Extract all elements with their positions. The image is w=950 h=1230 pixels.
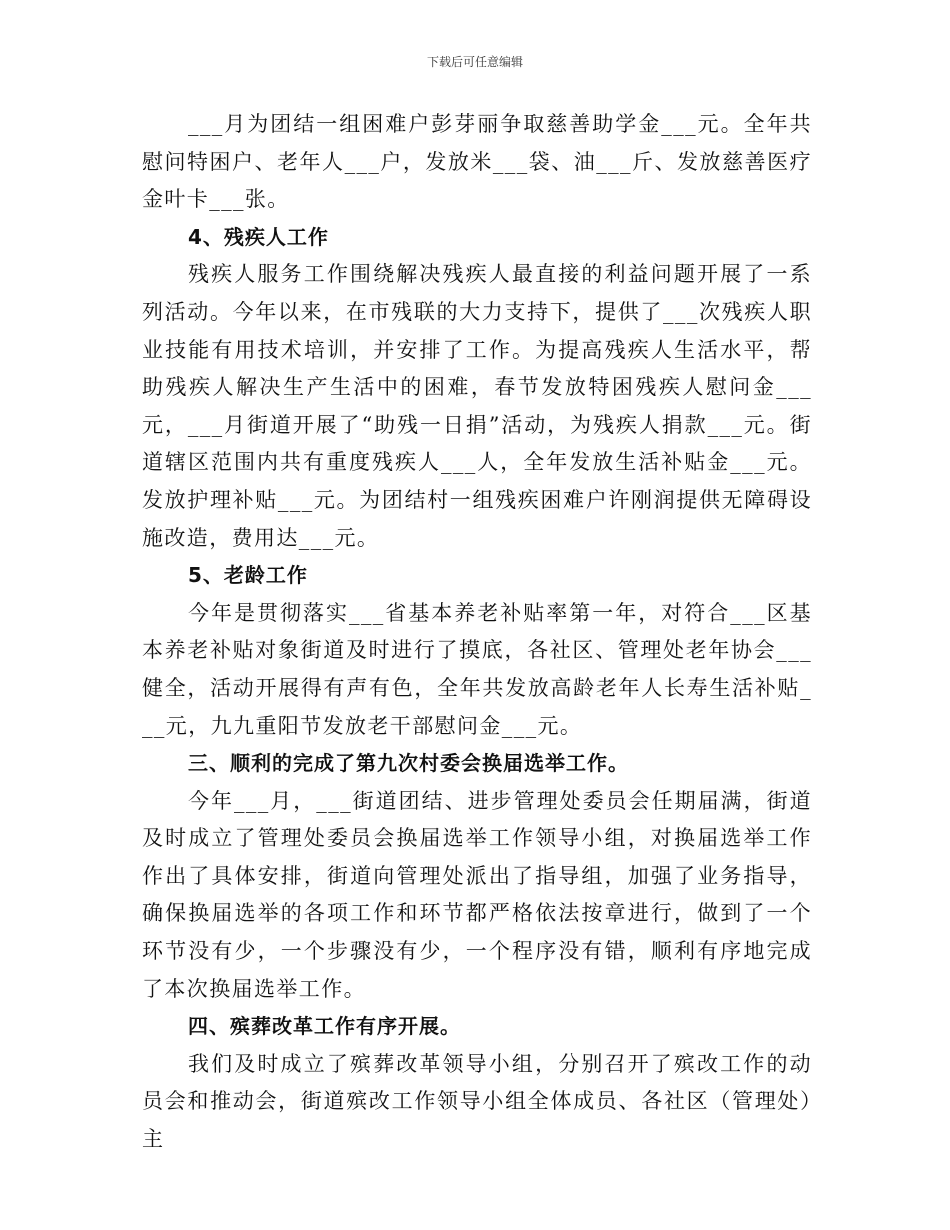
document-body: [142, 106, 812, 1159]
heading-elderly-work: 5、老龄工作: [188, 563, 308, 588]
heading-funeral-reform: 四、殡葬改革工作有序开展。: [188, 1014, 461, 1039]
paragraph-elderly-work: 今年是贯彻落实___省基本养老补贴率第一年，对符合___区基本养老补贴对象街道及时进行了摸底，各社区、管理处老年协会___健全，活动开展得有声有色，全年共发放高龄老年人长寿生活补贴___元，九九重阳节发放老干部慰问金___元。: [142, 600, 812, 738]
page-header: 下载后可任意编辑: [426, 55, 523, 69]
paragraph-relief-stats: ___月为团结一组困难户彭芽丽争取慈善助学金___元。全年共慰问特困户、老年人___户，发放米___袋、油___斤、发放慈善医疗金叶卡___张。: [142, 112, 812, 212]
heading-election-work: 三、顺利的完成了第九次村委会换届选举工作。: [188, 751, 629, 776]
paragraph-funeral-reform: 我们及时成立了殡葬改革领导小组，分别召开了殡改工作的动员会和推动会，街道殡改工作领导小组全体成员、各社区（管理处）主: [142, 1051, 812, 1152]
heading-disabled-work: 4、残疾人工作: [188, 224, 329, 249]
paragraph-disabled-work: 残疾人服务工作围绕解决残疾人最直接的利益问题开展了一系列活动。今年以来，在市残联的大力支持下，提供了___次残疾人职业技能有用技术培训，并安排了工作。为提高残疾人生活水平，帮助残疾人解决生产生活中的困难，春节发放特困残疾人慰问金___元，___月街道开展了“助残一日捐”活动，为残疾人捐款___元。街道辖区范围内共有重度残疾人___人，全年发放生活补贴金___元。发放护理补贴___元。为团结村一组残疾困难户许刚润提供无障碍设施改造，费用达___元。: [142, 262, 812, 550]
paragraph-election-work: 今年___月，___街道团结、进步管理处委员会任期届满，街道及时成立了管理处委员会换届选举工作领导小组，对换届选举工作作出了具体安排，街道向管理处派出了指导组，加强了业务指导，确保换届选举的各项工作和环节都严格依法按章进行，做到了一个环节没有少，一个步骤没有少，一个程序没有错，顺利有序地完成了本次换届选举工作。: [142, 788, 812, 1001]
